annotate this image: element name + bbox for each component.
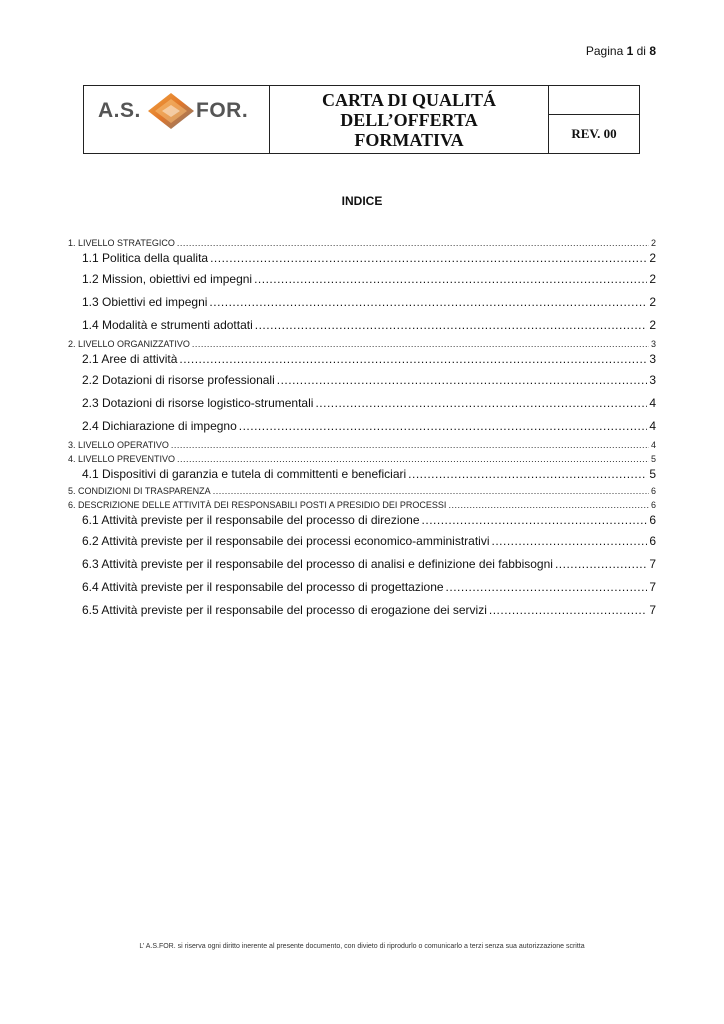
toc-leader-dots: [446, 576, 648, 599]
toc-leader-dots: [277, 369, 648, 392]
toc-section-entry[interactable]: [68, 236, 656, 250]
toc-leader-dots: [448, 498, 649, 512]
toc-entry-page: 4: [650, 440, 656, 450]
page-number: [586, 44, 656, 58]
toc-section-entry[interactable]: [68, 337, 656, 351]
title-line-3: FORMATIVA: [354, 129, 464, 150]
toc-entry-page: 3: [649, 352, 656, 366]
toc-entry-title: 2.3 Dotazioni di risorse logistico-strumentali: [82, 396, 314, 410]
toc-leader-dots: [192, 337, 649, 351]
toc-leader-dots: [213, 484, 649, 498]
toc-entry-page: 7: [649, 580, 656, 594]
toc-leader-dots: [177, 452, 649, 466]
toc-entry-page: 6: [649, 534, 656, 548]
toc-entry-title: 2.1 Aree di attività: [82, 352, 178, 366]
toc-entry-title: 6.1 Attività previste per il responsabile del processo di direzione: [82, 513, 420, 527]
header-empty-cell: [549, 86, 640, 115]
toc-entry-page: 3: [649, 373, 656, 387]
title-line-1: CARTA DI QUALITÁ: [321, 89, 497, 110]
toc-entry-title: 6.3 Attività previste per il responsabile del processo di analisi e definizione dei fabbisogni: [82, 557, 553, 571]
toc-entry-page: 2: [649, 272, 656, 286]
toc-entry-title: 1.3 Obiettivi ed impegni: [82, 295, 208, 309]
toc-entry-page: 5: [649, 467, 656, 481]
toc-leader-dots: [179, 351, 647, 367]
toc-leader-dots: [422, 512, 648, 528]
toc-section-entry[interactable]: [68, 438, 656, 452]
table-of-contents: [68, 236, 656, 622]
toc-section-entry[interactable]: [68, 452, 656, 466]
toc-entry-page: 6: [650, 486, 656, 496]
toc-entry-title: 1.2 Mission, obiettivi ed impegni: [82, 272, 253, 286]
toc-leader-dots: [408, 466, 647, 482]
toc-entry-title: 1. LIVELLO STRATEGICO: [68, 238, 175, 248]
toc-entry-title: 2. LIVELLO ORGANIZZATIVO: [68, 339, 190, 349]
toc-subsection-entry[interactable]: [68, 415, 656, 438]
footer-disclaimer: L’ A.S.FOR. si riserva ogni diritto inerente al presente documento, con divieto di riprodurlo o comunicarlo a terzi senza sua autorizzazione scritta: [139, 943, 585, 950]
page-current: 1: [626, 44, 634, 58]
toc-entry-title: 3. LIVELLO OPERATIVO: [68, 440, 169, 450]
document-header: [83, 85, 640, 154]
diamond-logo-icon: [146, 91, 196, 131]
toc-entry-page: 4: [649, 396, 656, 410]
toc-leader-dots: [489, 599, 647, 622]
revision-label: REV. 00: [549, 115, 640, 154]
toc-subsection-entry[interactable]: [68, 369, 656, 392]
toc-subsection-entry[interactable]: [68, 553, 656, 576]
title-line-2: DELL’OFFERTA: [340, 109, 478, 130]
toc-section-entry[interactable]: [68, 484, 656, 498]
toc-entry-title: 6.4 Attività previste per il responsabile del processo di progettazione: [82, 580, 444, 594]
toc-section-entry[interactable]: [68, 498, 656, 512]
toc-leader-dots: [255, 314, 648, 337]
toc-subsection-entry[interactable]: [68, 512, 656, 530]
document-title: [270, 86, 549, 154]
toc-entry-page: 5: [650, 454, 656, 464]
toc-subsection-entry[interactable]: [68, 599, 656, 622]
toc-entry-title: 6. DESCRIZIONE DELLE ATTIVITÀ DEI RESPONSABILI POSTI A PRESIDIO DEI PROCESSI: [68, 500, 447, 510]
toc-leader-dots: [210, 250, 647, 266]
toc-entry-page: 7: [649, 603, 656, 617]
toc-entry-title: 4.1 Dispositivi di garanzia e tutela di committenti e beneficiari: [82, 467, 407, 481]
toc-leader-dots: [555, 553, 647, 576]
toc-leader-dots: [315, 392, 647, 415]
page-of: di: [636, 44, 646, 58]
toc-leader-dots: [492, 530, 648, 553]
toc-leader-dots: [239, 415, 648, 438]
logo-text-right: FOR.: [196, 98, 249, 122]
toc-entry-title: 1.4 Modalità e strumenti adottati: [82, 318, 253, 332]
toc-entry-title: 4. LIVELLO PREVENTIVO: [68, 454, 176, 464]
toc-leader-dots: [209, 291, 647, 314]
toc-subsection-entry[interactable]: [68, 392, 656, 415]
logo-cell: [84, 86, 270, 154]
toc-subsection-entry[interactable]: [68, 576, 656, 599]
page-label: Pagina: [585, 44, 624, 58]
toc-subsection-entry[interactable]: [68, 291, 656, 314]
toc-subsection-entry[interactable]: [68, 250, 656, 268]
toc-entry-title: 1.1 Politica della qualita: [82, 251, 209, 265]
toc-entry-page: 4: [649, 419, 656, 433]
company-logo: [84, 87, 269, 153]
toc-subsection-entry[interactable]: [68, 466, 656, 484]
toc-leader-dots: [254, 268, 647, 291]
toc-entry-title: 2.2 Dotazioni di risorse professionali: [82, 373, 275, 387]
toc-leader-dots: [177, 236, 649, 250]
toc-entry-title: 2.4 Dichiarazione di impegno: [82, 419, 237, 433]
page-total: 8: [649, 44, 656, 58]
toc-entry-title: 5. CONDIZIONI DI TRASPARENZA: [68, 486, 211, 496]
index-heading: INDICE: [341, 194, 383, 208]
toc-entry-page: 2: [650, 238, 656, 248]
toc-entry-page: 3: [650, 339, 656, 349]
toc-subsection-entry[interactable]: [68, 268, 656, 291]
toc-entry-page: 6: [650, 500, 656, 510]
logo-text-left: A.S.: [98, 98, 141, 122]
toc-entry-title: 6.5 Attività previste per il responsabile del processo di erogazione dei servizi: [82, 603, 487, 617]
toc-entry-page: 2: [649, 318, 656, 332]
toc-subsection-entry[interactable]: [68, 351, 656, 369]
toc-subsection-entry[interactable]: [68, 530, 656, 553]
toc-entry-page: 2: [649, 295, 656, 309]
toc-leader-dots: [171, 438, 649, 452]
toc-subsection-entry[interactable]: [68, 314, 656, 337]
toc-entry-title: 6.2 Attività previste per il responsabile dei processi economico-amministrativi: [82, 534, 490, 548]
toc-entry-page: 6: [649, 513, 656, 527]
toc-entry-page: 2: [649, 251, 656, 265]
toc-entry-page: 7: [649, 557, 656, 571]
